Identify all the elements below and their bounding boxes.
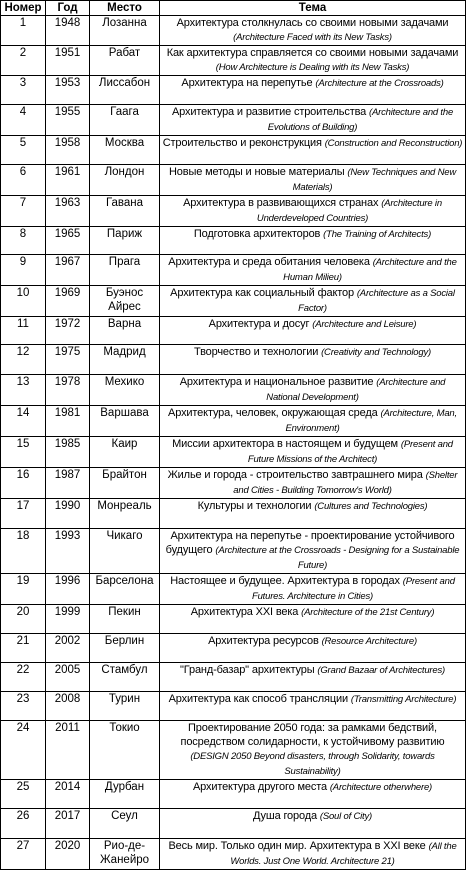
table-row [1,663,466,692]
cell-number: 13 [1,375,46,406]
topic-english: (DESIGN 2050 Beyond disasters, through Solidarity, towards Sustainability) [190,751,435,777]
cell-number: 18 [1,529,46,574]
cell-place: Гаага [90,105,160,136]
cell-topic [160,286,466,317]
cell-place: Сеул [90,809,160,839]
topic-russian: Жилье и города - строительство завтрашнего мира [167,469,423,481]
cell-number: 17 [1,499,46,529]
cell-number: 27 [1,839,46,870]
topic-russian: Миссии архитектора в настоящем и будущем [172,438,398,450]
cell-topic [160,780,466,809]
table-row [1,406,466,437]
cell-topic [160,663,466,692]
table-row [1,46,466,76]
table-row [1,227,466,255]
cell-place: Варшава [90,406,160,437]
cell-topic [160,196,466,227]
cell-place: Рабат [90,46,160,76]
table-row [1,317,466,345]
cell-year: 2011 [46,721,90,780]
table-row [1,574,466,605]
cell-year: 1969 [46,286,90,317]
cell-topic [160,721,466,780]
topic-english: (Architecture as a Social Factor) [298,288,455,314]
table-row [1,605,466,634]
cell-topic [160,16,466,46]
table-row [1,721,466,780]
cell-number: 4 [1,105,46,136]
cell-topic [160,317,466,345]
cell-number: 6 [1,165,46,196]
cell-topic [160,468,466,499]
cell-number: 10 [1,286,46,317]
table-row [1,286,466,317]
table-header-row [1,1,466,16]
topic-english: (How Architecture is Dealing with its New Tasks) [215,62,410,73]
cell-place: Турин [90,692,160,721]
topic-russian: Строительство и реконструкция [162,137,322,149]
topic-russian: Подготовка архитекторов [193,228,321,240]
table-body [1,16,466,870]
cell-topic [160,574,466,605]
cell-year: 2005 [46,663,90,692]
cell-place: Лондон [90,165,160,196]
cell-place: Стамбул [90,663,160,692]
cell-place: Варна [90,317,160,345]
cell-year: 1965 [46,227,90,255]
cell-number: 26 [1,809,46,839]
cell-number: 12 [1,345,46,375]
topic-russian: Архитектура в развивающихся странах [183,197,379,209]
cell-place: Берлин [90,634,160,663]
cell-year: 1981 [46,406,90,437]
cell-year: 1967 [46,255,90,286]
header-topic: Тема [160,1,466,16]
table-row [1,839,466,870]
table-row [1,136,466,165]
cell-number: 1 [1,16,46,46]
cell-topic [160,692,466,721]
cell-year: 1996 [46,574,90,605]
topic-russian: Архитектура, человек, окружающая среда [168,407,378,419]
cell-number: 20 [1,605,46,634]
topic-english: (Architecture, Man, Environment) [285,408,457,434]
table-row [1,809,466,839]
topic-english: (Architecture in Underdeveloped Countries) [256,198,442,224]
topic-russian: Архитектура на перепутье - проектирование устойчивого будущего [165,530,455,556]
cell-place: Дурбан [90,780,160,809]
cell-number: 15 [1,437,46,468]
topic-russian: Архитектура как способ трансляции [168,693,348,705]
cell-number: 11 [1,317,46,345]
topic-russian: Весь мир. Только один мир. Архитектура в XXI веке [168,840,426,852]
cell-place: Каир [90,437,160,468]
cell-place: Москва [90,136,160,165]
topic-russian: Новые методы и новые материалы [169,166,345,178]
topic-russian: Как архитектура справляется со своими новыми задачами [166,47,459,59]
topic-english: (All the Worlds. Just One World. Architecture 21) [230,841,457,867]
topic-russian: Архитектура и досуг [208,318,310,330]
topic-english: (Present and Future Missions of the Architect) [247,439,453,465]
topic-english: (Construction and Reconstruction) [324,138,463,149]
cell-number: 21 [1,634,46,663]
topic-english: (Architecture and the Human Milieu) [283,257,457,283]
table-row [1,692,466,721]
cell-year: 1972 [46,317,90,345]
cell-year: 1978 [46,375,90,406]
cell-year: 1993 [46,529,90,574]
cell-place: Пекин [90,605,160,634]
cell-year: 2008 [46,692,90,721]
cell-topic [160,46,466,76]
table-row [1,345,466,375]
cell-place: Прага [90,255,160,286]
table-row [1,529,466,574]
topic-english: (Architecture and the Evolutions of Building) [267,107,454,133]
table-row [1,76,466,105]
cell-year: 1990 [46,499,90,529]
cell-topic [160,165,466,196]
topic-english: (Transmitting Architecture) [350,694,457,705]
cell-topic [160,809,466,839]
topic-english: (Architecture at the Crossroads - Designing for a Sustainable Future) [215,545,460,571]
topic-english: (The Training of Architects) [323,229,432,240]
cell-number: 23 [1,692,46,721]
cell-year: 1961 [46,165,90,196]
cell-place: Рио-де-Жанейро [90,839,160,870]
table-row [1,165,466,196]
topic-english: (Resource Architecture) [321,636,417,647]
table-row [1,105,466,136]
topic-russian: Архитектура столкнулась со своими новыми задачами [176,17,449,29]
table-row [1,468,466,499]
cell-number: 8 [1,227,46,255]
cell-place: Брайтон [90,468,160,499]
cell-year: 1987 [46,468,90,499]
cell-topic [160,499,466,529]
topic-english: (Architecture of the 21st Century) [301,607,435,618]
table-row [1,499,466,529]
cell-place: Мадрид [90,345,160,375]
table-row [1,16,466,46]
cell-year: 2017 [46,809,90,839]
table-row [1,196,466,227]
cell-year: 1975 [46,345,90,375]
topic-russian: "Гранд-базар" архитектуры [180,664,315,676]
cell-number: 24 [1,721,46,780]
cell-place: Париж [90,227,160,255]
header-year: Год [46,1,90,16]
table-row [1,375,466,406]
topic-russian: Архитектура ресурсов [208,635,319,647]
cell-number: 22 [1,663,46,692]
topic-russian: Настоящее и будущее. Архитектура в городах [170,575,400,587]
topic-english: (Architecture at the Crossroads) [315,78,444,89]
topic-english: (Creativity and Technology) [321,347,431,358]
cell-year: 2020 [46,839,90,870]
topic-russian: Творчество и технологии [194,346,319,358]
topic-russian: Архитектура другого места [192,781,327,793]
topic-english: (Shelter and Cities - Building Tomorrow's World) [233,470,458,496]
topic-english: (Architecture and Leisure) [312,319,417,330]
table-row [1,634,466,663]
header-number: Номер [1,1,46,16]
cell-year: 1999 [46,605,90,634]
cell-year: 1958 [46,136,90,165]
cell-place: Буэнос Айрес [90,286,160,317]
topic-russian: Архитектура и развитие строительства [171,106,367,118]
cell-topic [160,375,466,406]
table-row [1,255,466,286]
cell-number: 16 [1,468,46,499]
topic-russian: Архитектура на перепутье [181,77,313,89]
cell-year: 2014 [46,780,90,809]
topic-russian: Архитектура XXI века [190,606,299,618]
cell-number: 5 [1,136,46,165]
cell-place: Токио [90,721,160,780]
topic-english: (Architecture otherwhere) [329,782,433,793]
topic-english: (Architecture Faced with its New Tasks) [233,32,392,43]
cell-number: 3 [1,76,46,105]
cell-place: Гавана [90,196,160,227]
table-row [1,780,466,809]
cell-year: 1953 [46,76,90,105]
cell-number: 19 [1,574,46,605]
cell-topic [160,105,466,136]
cell-number: 14 [1,406,46,437]
topic-russian: Архитектура и национальное развитие [179,376,374,388]
cell-number: 9 [1,255,46,286]
cell-year: 1985 [46,437,90,468]
topic-english: (Architecture and National Development) [266,377,446,403]
cell-place: Чикаго [90,529,160,574]
topic-english: (Present and Futures. Architecture in Cities) [251,576,455,602]
topic-english: (Soul of City) [319,811,372,822]
cell-place: Монреаль [90,499,160,529]
cell-year: 2002 [46,634,90,663]
cell-number: 7 [1,196,46,227]
cell-place: Лозанна [90,16,160,46]
cell-year: 1951 [46,46,90,76]
topic-english: (Grand Bazaar of Architectures) [317,665,445,676]
cell-year: 1963 [46,196,90,227]
cell-topic [160,406,466,437]
cell-topic [160,437,466,468]
cell-year: 1948 [46,16,90,46]
topic-russian: Архитектура как социальный фактор [170,287,354,299]
topic-russian: Душа города [253,810,317,822]
cell-number: 2 [1,46,46,76]
cell-topic [160,76,466,105]
cell-topic [160,634,466,663]
cell-topic [160,605,466,634]
cell-topic [160,255,466,286]
topic-russian: Культуры и технологии [197,500,312,512]
cell-topic [160,839,466,870]
cell-place: Мехико [90,375,160,406]
topic-russian: Архитектура и среда обитания человека [168,256,370,268]
cell-topic [160,529,466,574]
cell-topic [160,136,466,165]
cell-year: 1955 [46,105,90,136]
topic-english: (New Techniques and New Materials) [292,167,456,193]
cell-topic [160,345,466,375]
topic-english: (Cultures and Technologies) [314,501,428,512]
header-place: Место [90,1,160,16]
cell-place: Лиссабон [90,76,160,105]
cell-topic [160,227,466,255]
table-row [1,437,466,468]
cell-place: Барселона [90,574,160,605]
topic-russian: Проектирование 2050 года: за рамками бедствий, посредством солидарности, к устойчивому развитию [180,722,445,748]
cell-number: 25 [1,780,46,809]
